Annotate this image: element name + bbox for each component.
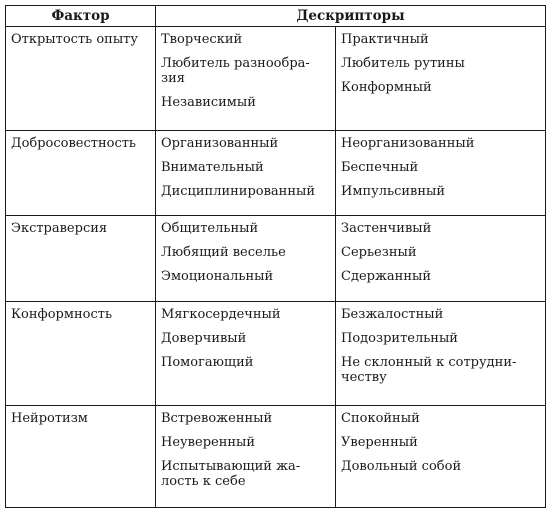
factor-cell: Конформность — [6, 302, 156, 406]
descriptor-item — [161, 245, 335, 260]
descriptor-line: лость к себе — [161, 474, 246, 489]
header-factor: Фактор — [6, 6, 156, 27]
descriptor-item — [341, 355, 545, 385]
descriptor-line: Доверчивый — [161, 331, 247, 346]
descriptor-line: Серьезный — [341, 245, 417, 260]
descriptor-item — [161, 221, 335, 236]
descriptor-item — [341, 160, 545, 175]
descriptor-item — [341, 435, 545, 450]
descriptor-item — [161, 136, 335, 151]
positive-descriptors-cell — [156, 27, 336, 131]
descriptor-item — [341, 32, 545, 47]
negative-descriptors-cell — [336, 406, 546, 508]
descriptor-line: Внимательный — [161, 160, 264, 175]
descriptor-line: Любитель разнообра- — [161, 56, 310, 71]
descriptor-line: Помогающий — [161, 355, 254, 370]
descriptor-line: честву — [341, 370, 387, 385]
descriptor-line: Подозрительный — [341, 331, 458, 346]
factor-cell: Добросовестность — [6, 131, 156, 216]
descriptor-item — [341, 221, 545, 236]
table-row — [6, 216, 546, 302]
descriptor-line: Неорганизованный — [341, 136, 475, 151]
descriptor-line: Дисциплинированный — [161, 184, 316, 199]
descriptor-item — [161, 355, 335, 370]
factor-cell: Нейротизм — [6, 406, 156, 508]
negative-descriptors-cell — [336, 131, 546, 216]
descriptor-line: Спокойный — [341, 411, 420, 426]
header-descriptors: Дескрипторы — [156, 6, 546, 27]
descriptor-line: Встревоженный — [161, 411, 273, 426]
descriptor-item — [161, 184, 335, 199]
descriptor-item — [161, 435, 335, 450]
descriptor-line: Импульсивный — [341, 184, 446, 199]
descriptor-item — [341, 459, 545, 474]
descriptor-line: Организованный — [161, 136, 279, 151]
factor-cell: Открытость опыту — [6, 27, 156, 131]
descriptor-line: Застенчивый — [341, 221, 432, 236]
descriptor-line: Довольный собой — [341, 459, 462, 474]
descriptor-line: Беспечный — [341, 160, 419, 175]
descriptor-line: Практичный — [341, 32, 429, 47]
descriptor-item — [161, 95, 335, 110]
descriptor-line: Общительный — [161, 221, 259, 236]
descriptor-item — [341, 56, 545, 71]
descriptor-item — [341, 136, 545, 151]
positive-descriptors-cell — [156, 406, 336, 508]
descriptor-line: Неуверенный — [161, 435, 256, 450]
descriptor-line: Не склонный к сотрудни- — [341, 355, 517, 370]
negative-descriptors-cell — [336, 27, 546, 131]
descriptor-line: Сдержанный — [341, 269, 432, 284]
big-five-table-container — [5, 5, 546, 508]
descriptor-line: Конформный — [341, 80, 432, 95]
table-row — [6, 406, 546, 508]
descriptor-item — [161, 32, 335, 47]
descriptor-item — [341, 307, 545, 322]
table-row — [6, 27, 546, 131]
descriptor-line: Уверенный — [341, 435, 418, 450]
descriptor-item — [161, 160, 335, 175]
descriptor-item — [341, 184, 545, 199]
descriptor-line: Творческий — [161, 32, 243, 47]
positive-descriptors-cell — [156, 216, 336, 302]
descriptor-item — [161, 56, 335, 86]
descriptor-line: Испытывающий жа- — [161, 459, 301, 474]
descriptor-item — [341, 269, 545, 284]
descriptor-item — [341, 245, 545, 260]
descriptor-line: Эмоциональный — [161, 269, 274, 284]
descriptor-item — [161, 459, 335, 489]
descriptor-line: Любящий веселье — [161, 245, 286, 260]
positive-descriptors-cell — [156, 131, 336, 216]
table-row — [6, 131, 546, 216]
descriptor-line: Безжалостный — [341, 307, 444, 322]
descriptor-item — [161, 307, 335, 322]
header-row — [6, 6, 546, 27]
negative-descriptors-cell — [336, 302, 546, 406]
descriptor-line: Любитель рутины — [341, 56, 465, 71]
table-body — [6, 27, 546, 508]
descriptor-item — [341, 411, 545, 426]
descriptor-line: Независимый — [161, 95, 256, 110]
descriptor-item — [341, 80, 545, 95]
descriptor-line: Мягкосердечный — [161, 307, 281, 322]
negative-descriptors-cell — [336, 216, 546, 302]
positive-descriptors-cell — [156, 302, 336, 406]
descriptor-item — [161, 269, 335, 284]
descriptor-line: зия — [161, 71, 185, 86]
table-row — [6, 302, 546, 406]
descriptor-item — [161, 411, 335, 426]
factor-cell: Экстраверсия — [6, 216, 156, 302]
big-five-factors-table — [5, 5, 546, 508]
descriptor-item — [341, 331, 545, 346]
descriptor-item — [161, 331, 335, 346]
